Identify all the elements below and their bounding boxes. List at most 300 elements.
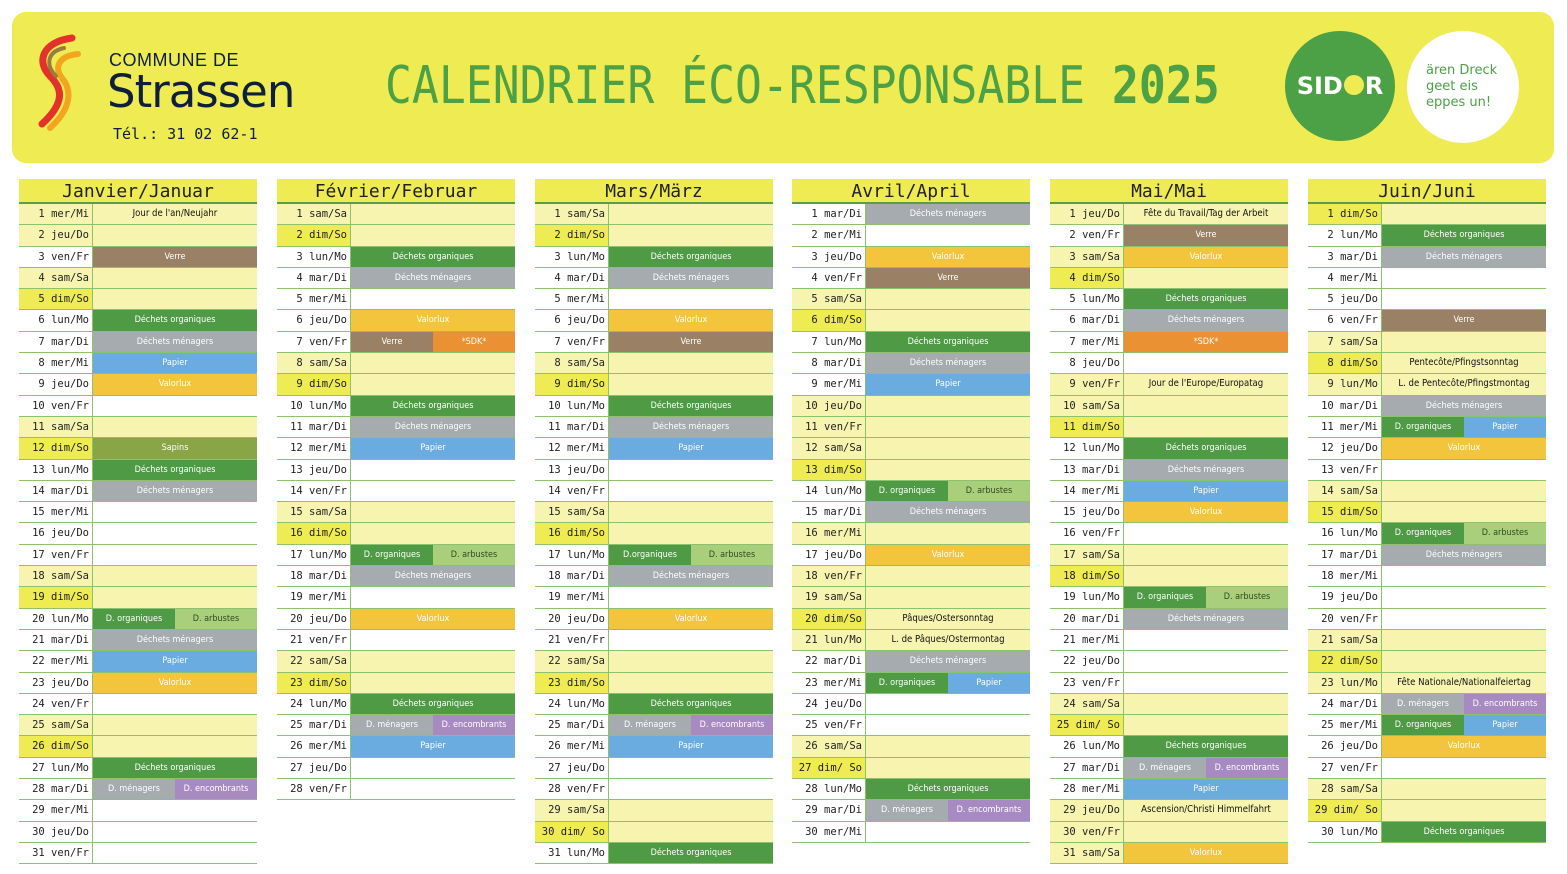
day-row [1308, 651, 1546, 672]
day-label: 13 lun/Mo [19, 460, 93, 480]
day-events [609, 268, 773, 288]
day-label: 20 mar/Di [1050, 609, 1124, 629]
day-events [93, 715, 257, 735]
day-label: 9 jeu/Do [19, 374, 93, 394]
collection-badge: Déchets organiques [1124, 289, 1288, 309]
day-label: 25 sam/Sa [19, 715, 93, 735]
day-row [1308, 523, 1546, 544]
day-events [1124, 651, 1288, 671]
day-row [792, 523, 1030, 544]
holiday-label: Ascension/Christi Himmelfahrt [1141, 804, 1271, 816]
day-events [351, 310, 515, 330]
day-events [1382, 310, 1546, 330]
day-events [866, 353, 1030, 373]
day-events [351, 247, 515, 267]
collection-badge: Valorlux [609, 310, 773, 330]
day-row [19, 374, 257, 395]
day-row [1308, 268, 1546, 289]
collection-badge: Déchets ménagers [866, 502, 1030, 522]
day-events [1124, 310, 1288, 330]
collection-badge: D. ménagers [93, 779, 175, 799]
day-events [1124, 779, 1288, 799]
month-header: Avril/April [792, 179, 1030, 204]
day-row [792, 800, 1030, 821]
day-row [535, 694, 773, 715]
day-row [1050, 673, 1288, 694]
day-row [19, 289, 257, 310]
day-events [93, 630, 257, 650]
day-label: 17 ven/Fr [19, 545, 93, 565]
day-events [609, 310, 773, 330]
day-events [351, 736, 515, 756]
day-row [1308, 736, 1546, 757]
day-row [1308, 800, 1546, 821]
day-label: 14 mar/Di [19, 481, 93, 501]
collection-badge: D. ménagers [866, 800, 948, 820]
day-label: 5 dim/So [19, 289, 93, 309]
day-row [535, 268, 773, 289]
day-label: 2 ven/Fr [1050, 225, 1124, 245]
sidor-logo-text: SID R [1296, 72, 1384, 100]
day-events [866, 694, 1030, 714]
day-label: 23 dim/So [277, 673, 351, 693]
day-events [93, 651, 257, 671]
commune-name: Strassen [107, 65, 295, 118]
collection-badge: Déchets ménagers [1382, 396, 1546, 416]
month-header: Février/Februar [277, 179, 515, 204]
day-events [1124, 758, 1288, 778]
day-events [1382, 247, 1546, 267]
collection-badge: Verre [1382, 310, 1546, 330]
day-events [609, 843, 773, 863]
day-events [1382, 396, 1546, 416]
day-events [351, 715, 515, 735]
day-events [609, 438, 773, 458]
day-label: 8 sam/Sa [535, 353, 609, 373]
day-events [866, 417, 1030, 437]
month-column [535, 179, 773, 864]
day-row [792, 566, 1030, 587]
day-row [19, 736, 257, 757]
month-header: Mars/März [535, 179, 773, 204]
day-row [792, 374, 1030, 395]
day-row [277, 374, 515, 395]
day-events [93, 353, 257, 373]
day-label: 18 ven/Fr [792, 566, 866, 586]
day-row [277, 779, 515, 800]
day-label: 9 mer/Mi [792, 374, 866, 394]
day-row [792, 332, 1030, 353]
day-row [1308, 481, 1546, 502]
day-label: 27 jeu/Do [535, 758, 609, 778]
collection-badge: Déchets ménagers [609, 566, 773, 586]
day-row [19, 481, 257, 502]
day-label: 4 mar/Di [277, 268, 351, 288]
day-label: 26 sam/Sa [792, 736, 866, 756]
collection-badge: Sapins [93, 438, 257, 458]
day-label: 19 jeu/Do [1308, 587, 1382, 607]
collection-badge: Valorlux [866, 247, 1030, 267]
collection-badge: D. encombrants [1206, 758, 1288, 778]
month-column [1050, 179, 1288, 864]
collection-badge: D. arbustes [175, 609, 257, 629]
day-row [1050, 523, 1288, 544]
day-events [351, 374, 515, 394]
day-row [792, 673, 1030, 694]
collection-badge: Verre [866, 268, 1030, 288]
day-row [535, 779, 773, 800]
commune-logo-icon [32, 32, 82, 132]
collection-badge: D. encombrants [1464, 694, 1546, 714]
day-row [535, 800, 773, 821]
day-row [792, 310, 1030, 331]
day-row [535, 332, 773, 353]
day-row [19, 651, 257, 672]
day-events [609, 587, 773, 607]
day-events [609, 247, 773, 267]
day-events [93, 332, 257, 352]
day-label: 19 sam/Sa [792, 587, 866, 607]
day-events [93, 204, 257, 224]
collection-badge: *SDK* [433, 332, 515, 352]
day-label: 13 mar/Di [1050, 460, 1124, 480]
day-events [1124, 438, 1288, 458]
day-row [1050, 630, 1288, 651]
day-label: 13 ven/Fr [1308, 460, 1382, 480]
day-events [866, 822, 1030, 842]
day-row [19, 247, 257, 268]
day-events [1124, 609, 1288, 629]
day-row [19, 353, 257, 374]
day-row [277, 609, 515, 630]
day-events [866, 779, 1030, 799]
day-label: 22 mar/Di [792, 651, 866, 671]
day-label: 16 dim/So [535, 523, 609, 543]
day-label: 12 jeu/Do [1308, 438, 1382, 458]
day-row [1050, 545, 1288, 566]
collection-badge: Déchets organiques [351, 694, 515, 714]
day-label: 24 lun/Mo [277, 694, 351, 714]
holiday-label: Fête Nationale/Nationalfeiertag [1397, 676, 1531, 688]
day-events [1124, 630, 1288, 650]
day-events [1124, 843, 1288, 863]
day-row [1308, 353, 1546, 374]
day-label: 24 jeu/Do [792, 694, 866, 714]
day-row [1050, 609, 1288, 630]
day-label: 28 ven/Fr [277, 779, 351, 799]
collection-badge: Déchets organiques [93, 310, 257, 330]
day-events [1382, 651, 1546, 671]
day-row [19, 438, 257, 459]
day-label: 15 mer/Mi [19, 502, 93, 522]
day-label: 14 ven/Fr [277, 481, 351, 501]
day-label: 16 ven/Fr [1050, 523, 1124, 543]
day-row [19, 609, 257, 630]
day-label: 31 lun/Mo [535, 843, 609, 863]
day-label: 23 dim/So [535, 673, 609, 693]
day-label: 26 mer/Mi [535, 736, 609, 756]
collection-badge: D. organiques [1124, 587, 1206, 607]
day-label: 4 mar/Di [535, 268, 609, 288]
collection-badge: Valorlux [93, 673, 257, 693]
day-events [1124, 481, 1288, 501]
day-events [93, 779, 257, 799]
day-label: 2 jeu/Do [19, 225, 93, 245]
day-label: 3 sam/Sa [1050, 247, 1124, 267]
day-row [1308, 417, 1546, 438]
day-events [866, 247, 1030, 267]
day-label: 19 dim/So [19, 587, 93, 607]
day-events [866, 481, 1030, 501]
day-row [535, 247, 773, 268]
day-events [93, 310, 257, 330]
day-events [93, 417, 257, 437]
day-events [609, 673, 773, 693]
day-events [1124, 460, 1288, 480]
day-label: 11 sam/Sa [19, 417, 93, 437]
day-label: 2 mer/Mi [792, 225, 866, 245]
day-label: 25 ven/Fr [792, 715, 866, 735]
month-header: Mai/Mai [1050, 179, 1288, 204]
day-row [19, 523, 257, 544]
day-events [609, 779, 773, 799]
day-events [866, 396, 1030, 416]
day-label: 8 dim/So [1308, 353, 1382, 373]
day-label: 12 lun/Mo [1050, 438, 1124, 458]
day-label: 21 mer/Mi [1050, 630, 1124, 650]
collection-badge: Déchets ménagers [93, 481, 257, 501]
day-label: 17 jeu/Do [792, 545, 866, 565]
day-label: 7 ven/Fr [535, 332, 609, 352]
day-label: 12 dim/So [19, 438, 93, 458]
day-events [1382, 822, 1546, 842]
day-label: 6 lun/Mo [19, 310, 93, 330]
day-label: 23 ven/Fr [1050, 673, 1124, 693]
day-row [1050, 332, 1288, 353]
collection-badge: D. ménagers [1124, 758, 1206, 778]
day-row [277, 651, 515, 672]
day-row [277, 630, 515, 651]
day-label: 6 ven/Fr [1308, 310, 1382, 330]
day-row [535, 502, 773, 523]
day-events [1382, 353, 1546, 373]
collection-badge: D.organiques [609, 545, 691, 565]
day-row [1050, 822, 1288, 843]
day-row [535, 587, 773, 608]
day-events [351, 545, 515, 565]
collection-badge: Déchets organiques [1124, 438, 1288, 458]
collection-badge: D. arbustes [1206, 587, 1288, 607]
day-row [792, 502, 1030, 523]
day-events [866, 609, 1030, 629]
day-events [1124, 396, 1288, 416]
day-events [1382, 694, 1546, 714]
collection-badge: Papier [609, 736, 773, 756]
day-events [609, 800, 773, 820]
day-events [609, 417, 773, 437]
day-row [792, 460, 1030, 481]
day-label: 29 jeu/Do [1050, 800, 1124, 820]
day-events [1124, 374, 1288, 394]
day-label: 17 sam/Sa [1050, 545, 1124, 565]
day-row [792, 694, 1030, 715]
day-label: 30 dim/ So [535, 822, 609, 842]
day-events [1382, 481, 1546, 501]
day-row [1308, 630, 1546, 651]
day-row [1308, 587, 1546, 608]
header-banner [12, 12, 1554, 163]
sidor-logo [1285, 31, 1395, 141]
day-row [19, 310, 257, 331]
day-row [792, 609, 1030, 630]
day-events [866, 438, 1030, 458]
day-row [19, 822, 257, 843]
collection-badge: Valorlux [351, 310, 515, 330]
title-text: CALENDRIER ÉCO-RESPONSABLE [385, 56, 1086, 116]
day-row [1308, 694, 1546, 715]
day-events [1124, 587, 1288, 607]
day-label: 20 jeu/Do [535, 609, 609, 629]
day-row [535, 353, 773, 374]
day-row [792, 268, 1030, 289]
day-row [277, 587, 515, 608]
day-label: 12 sam/Sa [792, 438, 866, 458]
day-label: 18 mar/Di [277, 566, 351, 586]
collection-badge: Déchets ménagers [609, 268, 773, 288]
day-label: 27 mar/Di [1050, 758, 1124, 778]
collection-badge: Déchets organiques [93, 460, 257, 480]
day-label: 20 ven/Fr [1308, 609, 1382, 629]
collection-badge: Valorlux [1124, 502, 1288, 522]
day-events [93, 225, 257, 245]
holiday-label: L. de Pâques/Ostermontag [891, 633, 1005, 645]
collection-badge: Valorlux [93, 374, 257, 394]
day-events [351, 758, 515, 778]
day-events [93, 800, 257, 820]
collection-badge: D. organiques [1382, 417, 1464, 437]
day-label: 30 ven/Fr [1050, 822, 1124, 842]
day-events [609, 460, 773, 480]
holiday-label: Jour de l'Europe/Europatag [1148, 378, 1264, 390]
day-label: 11 ven/Fr [792, 417, 866, 437]
day-label: 10 ven/Fr [19, 396, 93, 416]
day-label: 28 mer/Mi [1050, 779, 1124, 799]
day-row [1050, 481, 1288, 502]
day-events [866, 460, 1030, 480]
day-row [792, 630, 1030, 651]
day-label: 10 sam/Sa [1050, 396, 1124, 416]
day-row [535, 651, 773, 672]
day-events [93, 736, 257, 756]
day-label: 21 ven/Fr [277, 630, 351, 650]
day-label: 18 sam/Sa [19, 566, 93, 586]
day-label: 27 lun/Mo [19, 758, 93, 778]
day-row [535, 715, 773, 736]
collection-badge: Déchets organiques [1124, 736, 1288, 756]
day-label: 19 mer/Mi [535, 587, 609, 607]
collection-badge: D. encombrants [175, 779, 257, 799]
day-row [1308, 609, 1546, 630]
day-row [1308, 310, 1546, 331]
day-events [351, 523, 515, 543]
day-label: 11 mer/Mi [1308, 417, 1382, 437]
day-row [1050, 843, 1288, 864]
day-row [1050, 396, 1288, 417]
day-events [93, 396, 257, 416]
day-label: 22 jeu/Do [1050, 651, 1124, 671]
day-row [277, 247, 515, 268]
day-events [93, 545, 257, 565]
day-row [1050, 715, 1288, 736]
day-label: 15 dim/So [1308, 502, 1382, 522]
day-events [351, 438, 515, 458]
day-events [609, 204, 773, 224]
day-row [19, 800, 257, 821]
day-events [1124, 332, 1288, 352]
day-row [1308, 673, 1546, 694]
day-row [1050, 268, 1288, 289]
day-row [19, 694, 257, 715]
day-row [535, 481, 773, 502]
day-row [1050, 204, 1288, 225]
day-row [1308, 332, 1546, 353]
day-label: 14 mer/Mi [1050, 481, 1124, 501]
day-events [93, 523, 257, 543]
day-label: 27 jeu/Do [277, 758, 351, 778]
collection-badge: D. ménagers [609, 715, 691, 735]
collection-badge: D. organiques [93, 609, 175, 629]
day-row [277, 396, 515, 417]
day-row [277, 289, 515, 310]
day-label: 3 jeu/Do [792, 247, 866, 267]
day-events [93, 460, 257, 480]
day-label: 27 dim/ So [792, 758, 866, 778]
day-row [1308, 822, 1546, 843]
day-label: 18 mar/Di [535, 566, 609, 586]
day-label: 18 mer/Mi [1308, 566, 1382, 586]
day-events [609, 481, 773, 501]
day-row [535, 822, 773, 843]
day-label: 29 dim/ So [1308, 800, 1382, 820]
slogan-badge [1407, 31, 1519, 143]
day-events [1124, 545, 1288, 565]
day-events [1382, 630, 1546, 650]
day-events [93, 502, 257, 522]
collection-badge: Déchets ménagers [351, 268, 515, 288]
day-label: 12 mer/Mi [535, 438, 609, 458]
collection-badge: D. arbustes [948, 481, 1030, 501]
day-row [535, 396, 773, 417]
day-row [1050, 694, 1288, 715]
day-row [1050, 289, 1288, 310]
day-row [1050, 247, 1288, 268]
day-label: 30 mer/Mi [792, 822, 866, 842]
day-label: 17 lun/Mo [277, 545, 351, 565]
day-events [609, 225, 773, 245]
day-row [792, 779, 1030, 800]
day-events [609, 374, 773, 394]
day-row [19, 204, 257, 225]
day-row [277, 566, 515, 587]
day-row [277, 438, 515, 459]
day-row [792, 247, 1030, 268]
day-events [93, 587, 257, 607]
day-label: 13 jeu/Do [535, 460, 609, 480]
day-row [19, 715, 257, 736]
day-events [1124, 225, 1288, 245]
day-events [866, 566, 1030, 586]
day-label: 24 mar/Di [1308, 694, 1382, 714]
